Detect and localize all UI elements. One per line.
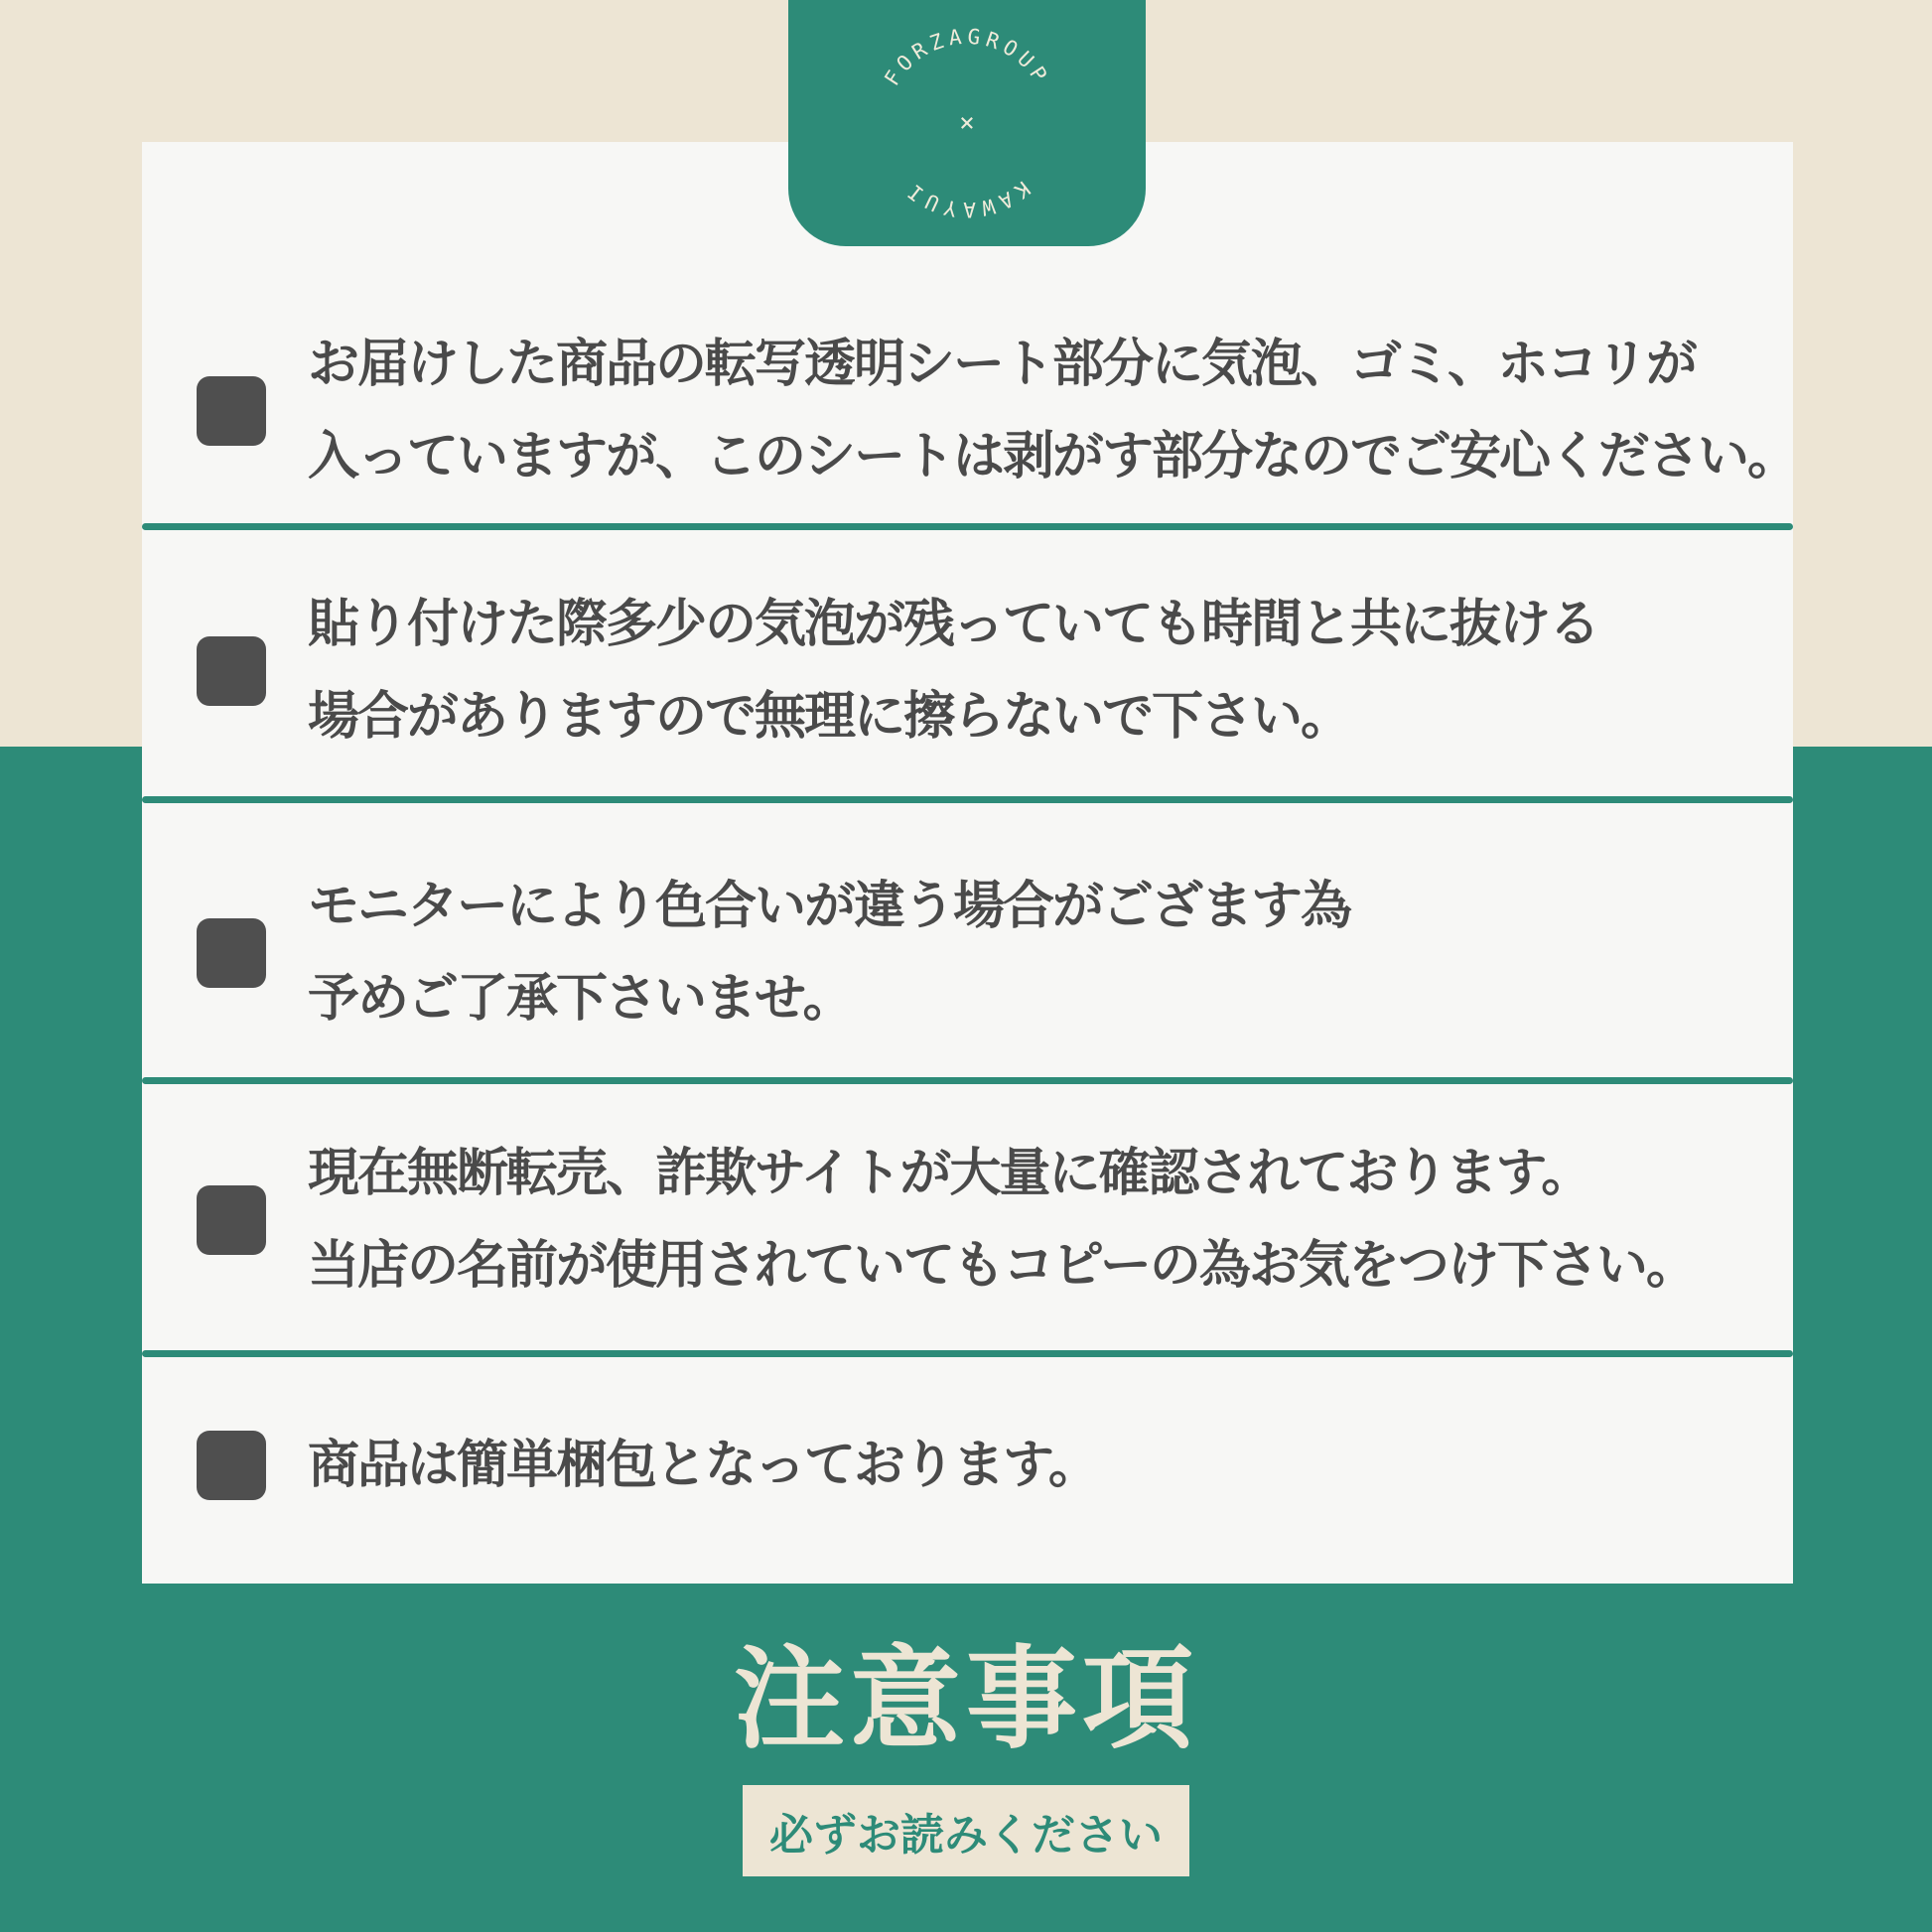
notice-line: モニターにより色合いが違う場合がござます為: [308, 878, 1351, 935]
brand-circular-logo: [788, 0, 1146, 246]
notice-text: [308, 579, 1598, 763]
bullet-square-icon: [197, 1185, 266, 1255]
bullet-square-icon: [197, 376, 266, 446]
brand-arc-top-text: FORZAGROUP: [880, 24, 1054, 90]
notice-text: [308, 319, 1797, 503]
brand-badge: [788, 0, 1146, 246]
brand-arc-bottom-text: KAWAYUI: [899, 176, 1035, 221]
multiply-icon: ×: [959, 108, 975, 138]
notice-item-2: [142, 558, 1793, 784]
notice-item-5: [142, 1373, 1793, 1558]
page-title: 注意事項: [734, 1637, 1198, 1761]
notice-line: 入っていますが、このシートは剥がす部分なのでご安心ください。: [308, 428, 1798, 485]
divider-line: [142, 523, 1793, 530]
bullet-square-icon: [197, 636, 266, 706]
bullet-square-icon: [197, 1431, 266, 1500]
notice-text: [308, 861, 1350, 1045]
notice-line: 場合がありますので無理に擦らないで下さい。: [308, 688, 1351, 746]
notice-item-3: [142, 840, 1793, 1066]
notice-line: 貼り付けた際多少の気泡が残っていても時間と共に抜ける: [308, 596, 1599, 653]
divider-line: [142, 1350, 1793, 1357]
notice-card: [142, 142, 1798, 1584]
notice-text: [308, 1420, 1098, 1512]
notice-line: 予めご了承下さいませ。: [308, 970, 853, 1028]
divider-line: [142, 1077, 1793, 1084]
notice-line: 現在無断転売、詐欺サイトが大量に確認されております。: [308, 1145, 1591, 1202]
read-me-label: 必ずお読みください: [769, 1811, 1163, 1860]
bullet-square-icon: [197, 918, 266, 988]
notice-line: 当店の名前が使用されていてもコピーの為お気をつけ下さい。: [308, 1237, 1696, 1295]
notice-item-4: [142, 1107, 1793, 1333]
divider-line: [142, 796, 1793, 803]
notice-line: 商品は簡単梱包となっております。: [308, 1436, 1098, 1494]
notice-text: [308, 1128, 1696, 1312]
notice-line: お届けした商品の転写透明シート部分に気泡、ゴミ、ホコリが: [308, 336, 1696, 393]
read-me-box: [743, 1785, 1189, 1876]
notice-item-1: [142, 298, 1798, 524]
